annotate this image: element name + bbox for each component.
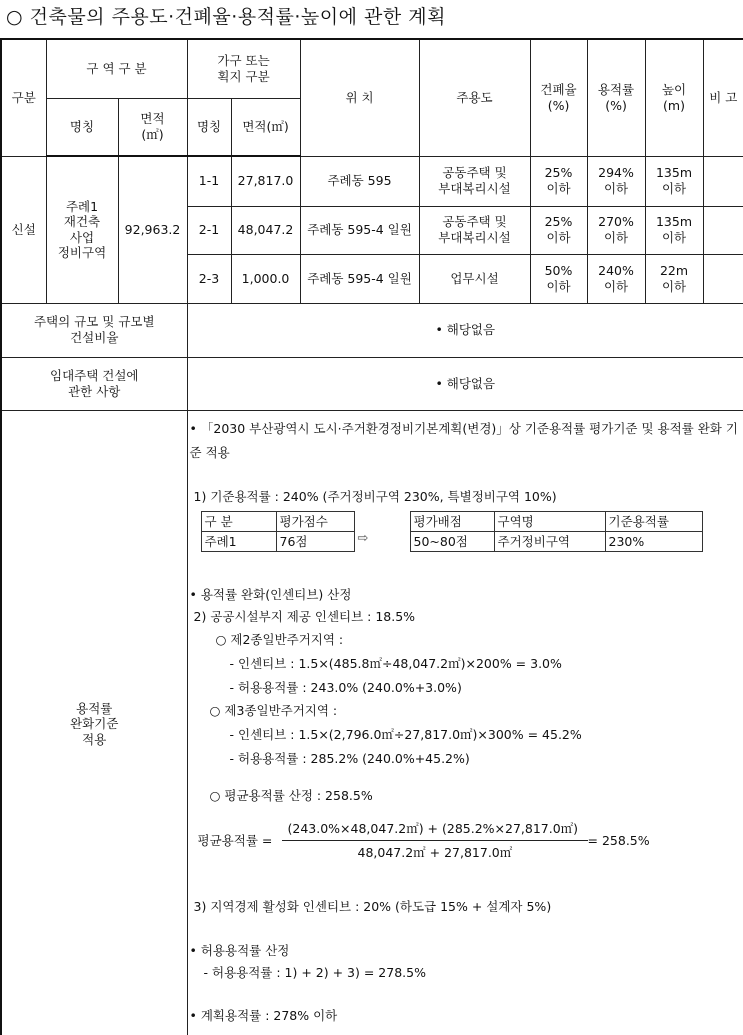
far-cell: 270% 이하 [587,206,645,254]
use-cell: 업무시설 [419,254,530,303]
zone-area-cell: 92,963.2 [118,156,187,303]
header-zone-name: 명칭 [46,98,118,156]
row-gubun-new: 신설 [1,156,46,303]
height-cell: 135m 이하 [645,206,703,254]
height-cell: 135m 이하 [645,156,703,206]
intro-text: • 「2030 부산광역시 도시·주거환경정비기본계획(변경)」상 기준용적률 평가기준 및 용적률 완화 기준 적용 [189,420,738,460]
zone3-incentive: - 인센티브 : 1.5×(2,796.0㎡÷27,817.0㎡)×300% = 45.2% [229,726,582,742]
rate-table-header: 평가배점 [410,511,494,531]
rental-value: • 해당없음 [187,357,743,410]
header-zone-group: 구 역 구 분 [46,39,187,98]
score-table [201,511,355,552]
lot-name-cell: 1-1 [187,156,231,206]
use-cell: 공동주택 및 부대복리시설 [419,156,530,206]
header-coverage: 건폐율 (%) [530,39,587,156]
housing-scale-row [1,303,743,357]
average-far-result: = 258.5% [587,832,650,848]
far-relaxation-row [1,410,743,1035]
lot-area-cell: 1,000.0 [231,254,300,303]
document-title: ○ 건축물의 주용도·건폐율·용적률·높이에 관한 계획 [6,6,446,28]
average-far-denominator: 48,047.2㎡ + 27,817.0㎡ [357,844,513,860]
average-far-label: 평균용적률 = [197,832,273,848]
housing-scale-label: 주택의 규모 및 규모별 건설비율 [1,303,187,357]
fraction-bar [282,840,588,841]
header-remarks: 비 고 [703,39,743,156]
far-relaxation-content [187,410,743,1035]
housing-scale-value: • 해당없음 [187,303,743,357]
location-cell: 주례동 595-4 일원 [300,254,419,303]
table-row [1,156,743,206]
rate-table [410,511,703,552]
remarks-cell [703,156,743,206]
lot-name-cell: 2-1 [187,206,231,254]
rate-table-cell: 230% [605,531,702,551]
rate-table-cell: 주거정비구역 [494,531,605,551]
far-cell: 240% 이하 [587,254,645,303]
lot-name-cell: 2-3 [187,254,231,303]
allowed-far-value: - 허용용적률 : 1) + 2) + 3) = 278.5% [203,964,426,980]
rental-row [1,357,743,410]
score-table-header: 구 분 [201,511,276,531]
location-cell: 주례동 595 [300,156,419,206]
lot-area-cell: 27,817.0 [231,156,300,206]
lot-area-cell: 48,047.2 [231,206,300,254]
use-cell: 공동주택 및 부대복리시설 [419,206,530,254]
zone-name-cell: 주례1 재건축 사업 정비구역 [46,156,118,303]
header-zone-area: 면적 (㎡) [118,98,187,156]
remarks-cell [703,254,743,303]
zone2-title: ○ 제2종일반주거지역 : [215,631,344,647]
far-cell: 294% 이하 [587,156,645,206]
rate-table-cell: 50~80점 [410,531,494,551]
remarks-cell [703,206,743,254]
public-incentive-text: 2) 공공시설부지 제공 인센티브 : 18.5% [193,608,416,624]
header-lot-group: 가구 또는 획지 구분 [187,39,300,98]
header-location: 위 치 [300,39,419,156]
zone2-incentive: - 인센티브 : 1.5×(485.8㎡÷48,047.2㎡)×200% = 3.0% [229,655,562,671]
rate-table-header: 기준용적률 [605,511,702,531]
header-lot-name: 명칭 [187,98,231,156]
planned-far-text: • 계획용적률 : 278% 이하 [189,1007,338,1023]
zone2-allowed: - 허용용적률 : 243.0% (240.0%+3.0%) [229,679,462,695]
average-far-numerator: (243.0%×48,047.2㎡) + (285.2%×27,817.0㎡) [287,820,579,836]
header-far: 용적률 (%) [587,39,645,156]
right-arrow-icon: ⇨ [357,530,369,546]
height-cell: 22m 이하 [645,254,703,303]
far-relaxation-label: 용적률 완화기준 적용 [1,410,187,1035]
score-table-cell: 주례1 [201,531,276,551]
score-table-cell: 76점 [276,531,354,551]
location-cell: 주례동 595-4 일원 [300,206,419,254]
header-gubun: 구분 [1,39,46,156]
allowed-far-title: • 허용용적률 산정 [189,942,290,958]
header-lot-area: 면적(㎡) [231,98,300,156]
coverage-cell: 25% 이하 [530,156,587,206]
building-plan-table [0,38,743,1035]
local-economy-text: 3) 지역경제 활성화 인센티브 : 20% (하도급 15% + 설계자 5%) [193,898,552,914]
rental-label: 임대주택 건설에 관한 사항 [1,357,187,410]
base-far-text: 1) 기준용적률 : 240% (주거정비구역 230%, 특별정비구역 10%) [193,488,557,504]
header-height: 높이 (m) [645,39,703,156]
rate-table-header: 구역명 [494,511,605,531]
average-far-title: ○ 평균용적률 산정 : 258.5% [209,787,373,803]
zone3-allowed: - 허용용적률 : 285.2% (240.0%+45.2%) [229,750,470,766]
coverage-cell: 25% 이하 [530,206,587,254]
coverage-cell: 50% 이하 [530,254,587,303]
incentive-title: • 용적률 완화(인센티브) 산정 [189,586,352,602]
zone3-title: ○ 제3종일반주거지역 : [209,702,338,718]
score-table-header: 평가점수 [276,511,354,531]
header-use: 주용도 [419,39,530,156]
